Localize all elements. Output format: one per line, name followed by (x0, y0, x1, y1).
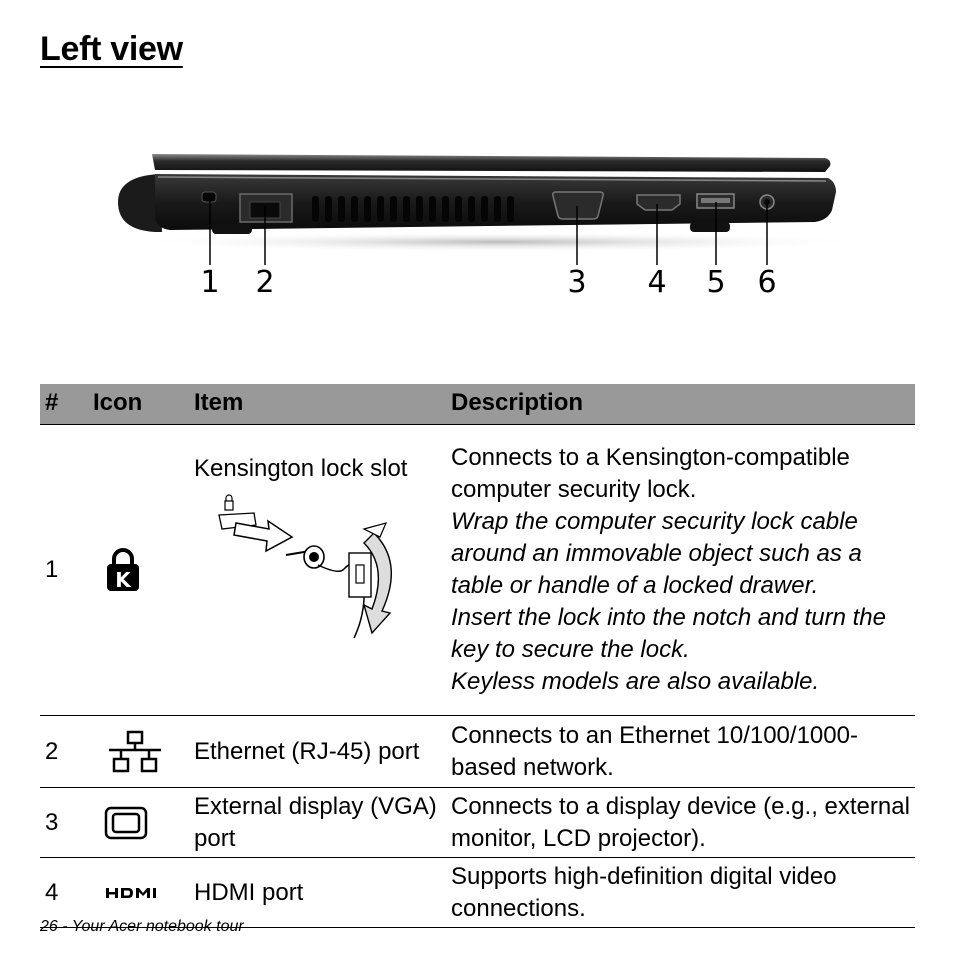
row-item: Kensington lock slot (194, 455, 408, 482)
row-number: 4 (40, 858, 93, 928)
svg-text:K: K (115, 568, 131, 592)
row-description: Connects to a display device (e.g., external monitor, LCD projector). (451, 788, 915, 858)
kensington-slot (202, 192, 216, 202)
row-number: 2 (40, 716, 93, 788)
lock-note-insert: Insert the lock into the notch and turn the key to secure the lock. (451, 604, 886, 663)
front-foot (212, 224, 252, 234)
kensington-lock-icon (105, 547, 141, 593)
row-description: Connects to a Kensington-compatible computer security lock. (451, 444, 850, 503)
row-description: Connects to an Ethernet 10/100/1000-based network. (451, 716, 915, 788)
laptop-left-view-illustration (100, 140, 860, 315)
page-footer: 26 - Your Acer notebook tour (40, 918, 244, 935)
callout-6: 6 (757, 265, 777, 300)
row-number: 1 (40, 425, 93, 716)
row-description: Supports high-definition digital video connections. (451, 858, 915, 928)
row-number: 3 (40, 788, 93, 858)
hdmi-icon (105, 886, 165, 900)
header-icon: Icon (93, 384, 194, 425)
hdmi-port (637, 195, 680, 210)
row-item: Ethernet (RJ-45) port (194, 716, 451, 788)
header-item: Item (194, 384, 451, 425)
row-item: External display (VGA) port (194, 788, 451, 858)
vga-port (553, 192, 603, 219)
floor-shadow (130, 232, 860, 252)
laptop-lid (152, 154, 830, 172)
callout-2: 2 (255, 265, 275, 300)
header-description: Description (451, 384, 915, 425)
ethernet-network-icon (107, 730, 163, 774)
page-title: Left view (40, 30, 183, 68)
lock-installation-illustration (214, 493, 414, 643)
header-number: # (40, 384, 93, 425)
ports-table (40, 384, 915, 928)
lock-note-keyless: Keyless models are also available. (451, 668, 820, 695)
vga-display-icon (104, 806, 148, 840)
callout-5: 5 (706, 265, 726, 300)
rear-foot (690, 222, 730, 232)
callout-4: 4 (647, 265, 667, 300)
table-header-row (40, 384, 915, 425)
table-row (40, 788, 915, 858)
table-row (40, 858, 915, 928)
table-row (40, 716, 915, 788)
callout-1: 1 (200, 265, 220, 300)
table-row (40, 425, 915, 716)
lock-note-wrap: Wrap the computer security lock cable around an immovable object such as a table or handle of a locked drawer. (451, 508, 862, 599)
callout-3: 3 (567, 265, 587, 300)
row-item: HDMI port (194, 858, 451, 928)
